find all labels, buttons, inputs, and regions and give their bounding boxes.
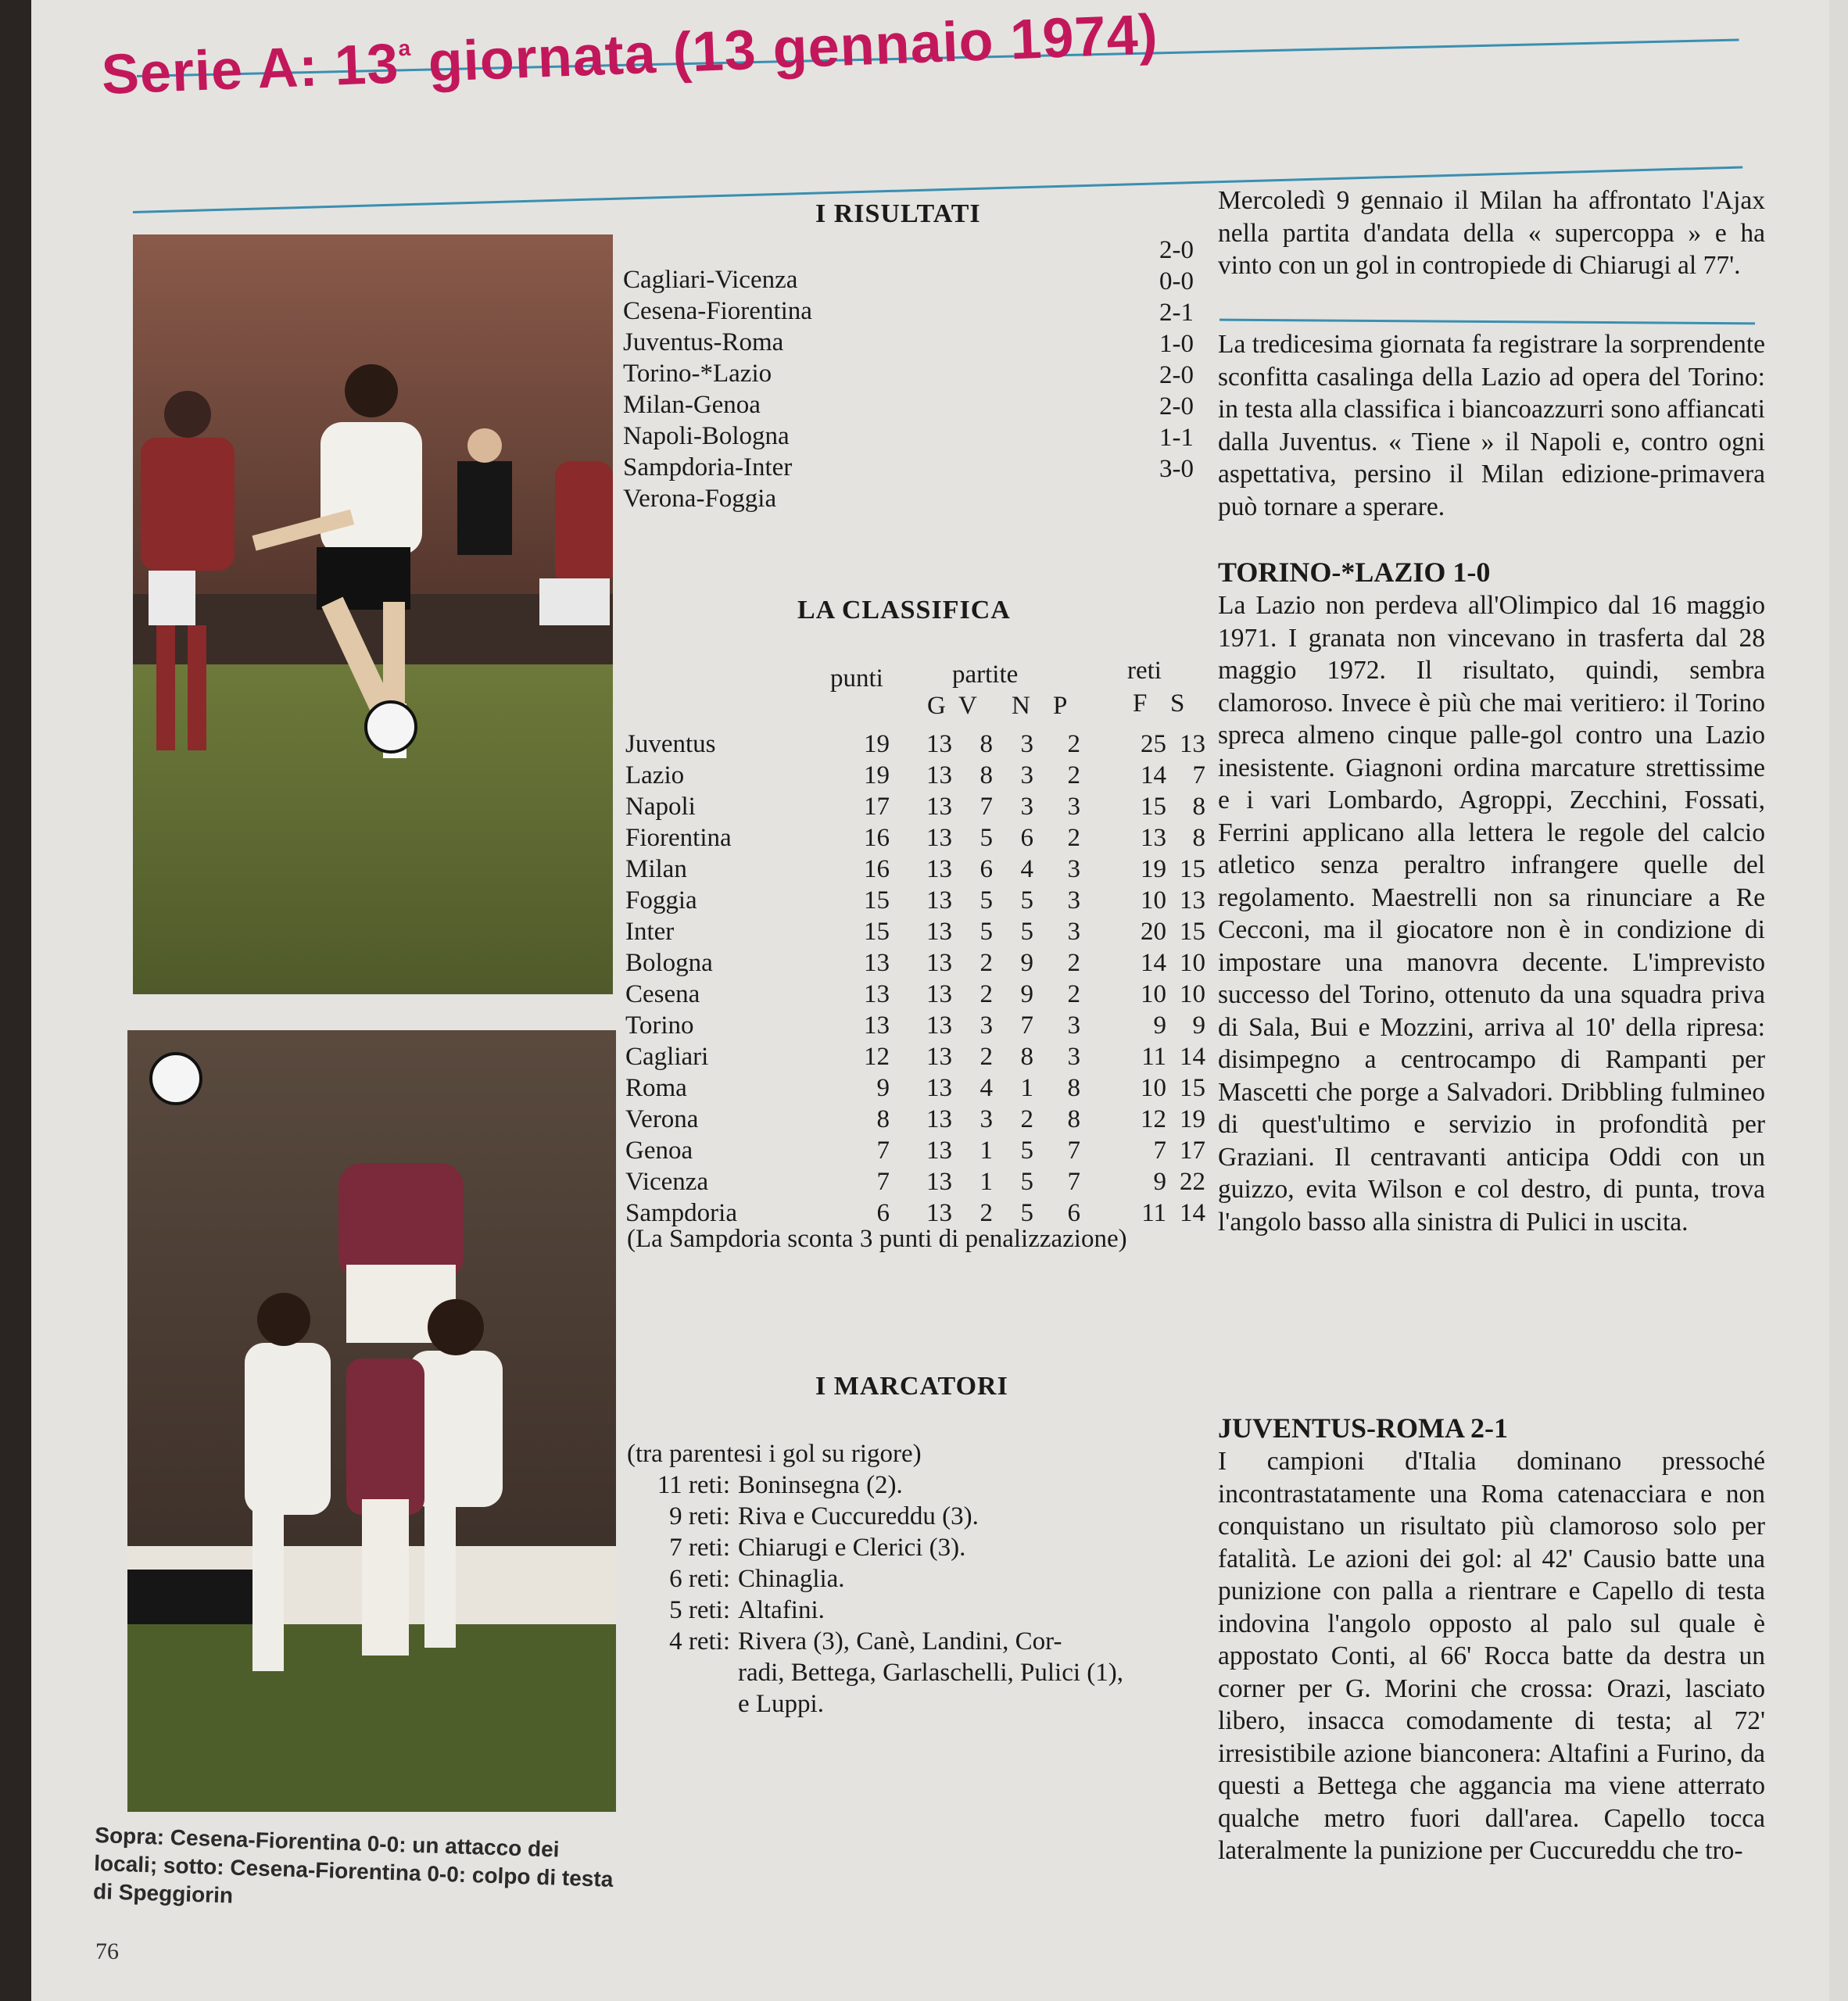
article-1 <box>1218 555 1765 1238</box>
standings-cell: 8 <box>1192 824 1205 852</box>
scorers-list <box>627 1438 1174 1720</box>
standings-cell: 3 <box>980 1105 993 1133</box>
standings-cell: 2 <box>1067 730 1080 758</box>
standings-cell: 2 <box>1067 949 1080 977</box>
standings-cell: 7 <box>1067 1137 1080 1165</box>
article-2-body: I campioni d'Italia dominano pressoché incontrastatamente una Roma catenacciara e non conquistano un risultato più clamoroso solo per fatalità. Le azioni dei gol: al 42' Causio batte una punizione con palla a rientrare e Capello di testa indovina l'angolo opposto al palo sul quale è appostato Conti, al 66' Rocca batte da destra un corner per G. Morini che crossa: Orazi, lasciato libero, insacca comodamente di testa; al 72' irresistibile azione bianconera: Altafini a Furino, da questi a Bettega che aggancia ma viene atterrato qualche metro fuori dall'area. Capello tocca lateralmente la punizione per Cuccureddu che tro- <box>1218 1447 1765 1865</box>
standings-cell: 13 <box>926 1137 952 1165</box>
results-list <box>623 236 1194 546</box>
standings-cell: 5 <box>1020 1137 1033 1165</box>
article-2 <box>1218 1411 1765 1867</box>
team-name: Verona <box>625 1105 699 1133</box>
standings-cell: 8 <box>876 1105 890 1133</box>
standings-cell: 8 <box>1067 1105 1080 1133</box>
col-p: P <box>1053 692 1068 720</box>
result-row: Torino-*Lazio 1-0 <box>623 330 1194 388</box>
standings-cell: 1 <box>980 1137 993 1165</box>
standings-cell: 6 <box>980 855 993 883</box>
standings-cell: 12 <box>1141 1105 1166 1133</box>
standings-cell: 14 <box>1180 1199 1205 1227</box>
standings-cell: 13 <box>926 918 952 946</box>
standings-cell: 16 <box>864 855 890 883</box>
photo-top <box>133 234 613 994</box>
standings-cell: 15 <box>1180 918 1205 946</box>
standings-cell: 5 <box>980 886 993 915</box>
team-name: Roma <box>625 1074 687 1102</box>
standings-cell: 5 <box>1020 918 1033 946</box>
standings-cell: 22 <box>1180 1168 1205 1196</box>
standings-cell: 7 <box>980 793 993 821</box>
standings-cell: 17 <box>864 793 890 821</box>
standings-row <box>625 885 1205 916</box>
standings-cell: 2 <box>980 1199 993 1227</box>
team-name: Lazio <box>625 761 685 789</box>
team-name: Foggia <box>625 886 697 915</box>
standings-cell: 13 <box>926 886 952 915</box>
standings-cell: 15 <box>864 918 890 946</box>
standings-row <box>625 979 1205 1010</box>
standings-cell: 13 <box>926 824 952 852</box>
team-name: Bologna <box>625 949 713 977</box>
standings-cell: 2 <box>1067 980 1080 1008</box>
summary-text: La tredicesima giornata fa registrare la sorprendente sconfitta casalinga della Lazio ad opera del Torino: in testa alla classifica i biancoazzurri sono affiancati dalla Juventus. « Tiene » il Napoli e, contro ogni aspettativa, persino il Milan edizione-primavera può tornare a sperare. <box>1218 330 1765 521</box>
team-name: Napoli <box>625 793 696 821</box>
standings-cell: 15 <box>864 886 890 915</box>
standings-cell: 2 <box>1067 761 1080 789</box>
standings-cell: 14 <box>1180 1043 1205 1071</box>
standings-row <box>625 1135 1205 1166</box>
standings-cell: 7 <box>876 1168 890 1196</box>
standings-cell: 3 <box>1067 855 1080 883</box>
standings-cell: 3 <box>1020 761 1033 789</box>
standings-cell: 3 <box>1067 918 1080 946</box>
standings-cell: 10 <box>1141 1074 1166 1102</box>
standings-cell: 15 <box>1180 1074 1205 1102</box>
standings-row <box>625 1166 1205 1197</box>
scorers-intro: (tra parentesi i gol su rigore) <box>627 1440 922 1468</box>
standings-cell: 19 <box>1180 1105 1205 1133</box>
standings-cell: 13 <box>926 730 952 758</box>
standings-cell: 3 <box>1020 730 1033 758</box>
standings-heading: LA CLASSIFICA <box>797 596 1011 625</box>
standings-cell: 4 <box>980 1074 993 1102</box>
col-reti: reti <box>1127 657 1162 685</box>
standings-cell: 6 <box>1020 824 1033 852</box>
col-v: V <box>958 692 977 720</box>
standings-cell: 11 <box>1141 1043 1166 1071</box>
scorers-heading: I MARCATORI <box>815 1372 1008 1401</box>
standings-cell: 5 <box>980 918 993 946</box>
col-n: N <box>1012 692 1030 720</box>
standings-cell: 3 <box>1067 1011 1080 1040</box>
col-s: S <box>1170 689 1185 718</box>
team-name: Inter <box>625 918 675 946</box>
col-partite: partite <box>952 660 1019 689</box>
standings-cell: 8 <box>980 761 993 789</box>
standings-cell: 9 <box>1020 949 1033 977</box>
standings-cell: 7 <box>1020 1011 1033 1040</box>
standings-cell: 2 <box>980 949 993 977</box>
standings-table <box>625 728 1205 1229</box>
standings-cell: 13 <box>864 949 890 977</box>
book-spine <box>0 0 31 2001</box>
team-name: Milan <box>625 855 687 883</box>
standings-cell: 7 <box>1153 1137 1166 1165</box>
standings-cell: 1 <box>980 1168 993 1196</box>
scorer-row: 7 reti: Chiarugi e Clerici (3). <box>669 1534 966 1562</box>
result-row: Sampdoria-Inter 1-1 <box>623 424 1194 481</box>
standings-row <box>625 728 1205 760</box>
team-name: Juventus <box>625 730 716 758</box>
result-row: Napoli-Bologna 2-0 <box>623 392 1194 450</box>
result-row: Milan-Genoa 2-0 <box>623 361 1194 419</box>
standings-cell: 19 <box>1141 855 1166 883</box>
scorer-row: 5 reti: Altafini. <box>669 1596 825 1624</box>
photo-caption: Sopra: Cesena-Fiorentina 0-0: un attacco dei locali; sotto: Cesena-Fiorentina 0-0: colpo di testa di Speggiorin <box>92 1822 614 1908</box>
standings-cell: 7 <box>1067 1168 1080 1196</box>
col-g: G <box>927 692 946 720</box>
standings-cell: 13 <box>926 980 952 1008</box>
standings-cell: 3 <box>1067 886 1080 915</box>
standings-cell: 8 <box>980 730 993 758</box>
standings-cell: 11 <box>1141 1199 1166 1227</box>
standings-cell: 8 <box>1192 793 1205 821</box>
col-f: F <box>1133 689 1148 718</box>
standings-row <box>625 760 1205 791</box>
result-row: Juventus-Roma 2-1 <box>623 299 1194 356</box>
standings-row <box>625 916 1205 947</box>
standings-cell: 14 <box>1141 761 1166 789</box>
standings-row <box>625 822 1205 854</box>
team-name: Sampdoria <box>625 1199 737 1227</box>
standings-cell: 19 <box>864 730 890 758</box>
standings-cell: 15 <box>1180 855 1205 883</box>
standings-cell: 20 <box>1141 918 1166 946</box>
standings-cell: 10 <box>1180 949 1205 977</box>
standings-cell: 3 <box>1067 1043 1080 1071</box>
team-name: Cagliari <box>625 1043 709 1071</box>
scorer-row: 6 reti: Chinaglia. <box>669 1565 845 1593</box>
standings-cell: 13 <box>864 1011 890 1040</box>
title-superscript: a <box>397 35 412 61</box>
standings-cell: 4 <box>1020 855 1033 883</box>
standings-cell: 5 <box>1020 886 1033 915</box>
standings-cell: 5 <box>1020 1199 1033 1227</box>
scorer-row: 11 reti: Boninsegna (2). <box>657 1471 903 1499</box>
standings-cell: 13 <box>926 855 952 883</box>
standings-cell: 12 <box>864 1043 890 1071</box>
scorer-row-cont: e Luppi. <box>738 1690 824 1718</box>
photo-bottom <box>127 1030 616 1812</box>
standings-cell: 3 <box>980 1011 993 1040</box>
team-name: Torino <box>625 1011 694 1040</box>
standings-row <box>625 791 1205 822</box>
team-name: Fiorentina <box>625 824 732 852</box>
team-name: Vicenza <box>625 1168 709 1196</box>
standings-cell: 13 <box>864 980 890 1008</box>
standings-cell: 9 <box>1192 1011 1205 1040</box>
standings-cell: 7 <box>876 1137 890 1165</box>
standings-cell: 19 <box>864 761 890 789</box>
standings-row <box>625 1010 1205 1041</box>
results-heading: I RISULTATI <box>815 199 981 228</box>
team-name: Genoa <box>625 1137 693 1165</box>
standings-cell: 25 <box>1141 730 1166 758</box>
standings-cell: 13 <box>926 1074 952 1102</box>
standings-cell: 6 <box>876 1199 890 1227</box>
title-rest: giornata (13 gennaio 1974) <box>427 3 1159 94</box>
intro-text: Mercoledì 9 gennaio il Milan ha affrontato l'Ajax nella partita d'andata della « supercoppa » e ha vinto con un gol in contropiede di Chiarugi al 77'. <box>1218 186 1765 280</box>
standings-cell: 13 <box>926 949 952 977</box>
standings-cell: 10 <box>1141 980 1166 1008</box>
standings-cell: 13 <box>1180 730 1205 758</box>
standings-cell: 13 <box>1141 824 1166 852</box>
result-row: Verona-Foggia 3-0 <box>623 455 1194 513</box>
standings-cell: 5 <box>980 824 993 852</box>
scorer-row: 9 reti: Riva e Cuccureddu (3). <box>669 1502 979 1530</box>
standings-cell: 2 <box>980 1043 993 1071</box>
title-main: Serie A: 13 <box>100 32 400 106</box>
standings-cell: 13 <box>926 1199 952 1227</box>
standings-cell: 2 <box>1067 824 1080 852</box>
result-row-extra <box>623 514 1194 546</box>
article-1-heading: TORINO-*LAZIO 1-0 <box>1218 557 1491 588</box>
standings-cell: 14 <box>1141 949 1166 977</box>
standings-row <box>625 1072 1205 1104</box>
standings-cell: 13 <box>926 1168 952 1196</box>
standings-cell: 15 <box>1141 793 1166 821</box>
article-2-heading: JUVENTUS-ROMA 2-1 <box>1218 1412 1509 1444</box>
standings-row <box>625 1041 1205 1072</box>
scorer-row: 4 reti: Rivera (3), Canè, Landini, Cor- <box>669 1627 1062 1656</box>
standings-cell: 13 <box>926 1105 952 1133</box>
standings-cell: 13 <box>1180 886 1205 915</box>
standings-cell: 9 <box>1153 1168 1166 1196</box>
standings-note: (La Sampdoria sconta 3 punti di penalizzazione) <box>627 1225 1127 1253</box>
standings-cell: 10 <box>1180 980 1205 1008</box>
standings-cell: 2 <box>980 980 993 1008</box>
standings-cell: 17 <box>1180 1137 1205 1165</box>
standings-cell: 1 <box>1020 1074 1033 1102</box>
standings-cell: 13 <box>926 761 952 789</box>
standings-cell: 6 <box>1067 1199 1080 1227</box>
standings-cell: 9 <box>1020 980 1033 1008</box>
standings-cell: 8 <box>1020 1043 1033 1071</box>
col-punti: punti <box>830 664 883 693</box>
standings-cell: 16 <box>864 824 890 852</box>
result-row: Cagliari-Vicenza 2-0 <box>623 236 1194 294</box>
page-number: 76 <box>95 1938 119 1964</box>
standings-cell: 2 <box>1020 1105 1033 1133</box>
scorer-row-cont: radi, Bettega, Garlaschelli, Pulici (1), <box>738 1659 1124 1687</box>
article-1-body: La Lazio non perdeva all'Olimpico dal 16 maggio 1971. I granata non vincevano in trasferta dal 28 maggio 1972. Il risultato, quindi, sembra clamoroso. Invece è più che mai veritiero: il Torino spreca almeno cinque palle-gol contro una Lazio inesistente. Giagnoni ordina marcature strettissime e i vari Lombardo, Agroppi, Zecchini, Fossati, Ferrini applicano alla lettera le regole del calcio atletico senza peraltro infrangere quelle del regolamento. Maestrelli non sa rinunciare a Re Cecconi, ma il giocatore non è in condizione di impostare una manovra decente. L'imprevisto successo del Torino, ottenuto da una squadra priva di Sala, Bui e Mozzini, arriva al 10' della ripresa: disimpegno a centrocampo di Rampanti per Mascetti che porge a Salvadori. Dribbling fulmineo di quest'ultimo e servizio in profondità per Graziani. Il centravanti anticipa Oddi con un guizzo, evita Wilson e col destro, di punta, trova l'angolo basso alla sinistra di Pulici in uscita. <box>1218 591 1765 1237</box>
standings-cell: 13 <box>926 1011 952 1040</box>
standings-cell: 3 <box>1020 793 1033 821</box>
standings-row <box>625 854 1205 885</box>
standings-cell: 13 <box>926 793 952 821</box>
standings-cell: 7 <box>1192 761 1205 789</box>
standings-cell: 10 <box>1141 886 1166 915</box>
standings-row <box>625 947 1205 979</box>
standings-cell: 9 <box>876 1074 890 1102</box>
standings-cell: 8 <box>1067 1074 1080 1102</box>
standings-cell: 5 <box>1020 1168 1033 1196</box>
standings-cell: 13 <box>926 1043 952 1071</box>
standings-row <box>625 1104 1205 1135</box>
standings-cell: 9 <box>1153 1011 1166 1040</box>
result-row: Cesena-Fiorentina 0-0 <box>623 267 1194 325</box>
team-name: Cesena <box>625 980 700 1008</box>
standings-cell: 3 <box>1067 793 1080 821</box>
